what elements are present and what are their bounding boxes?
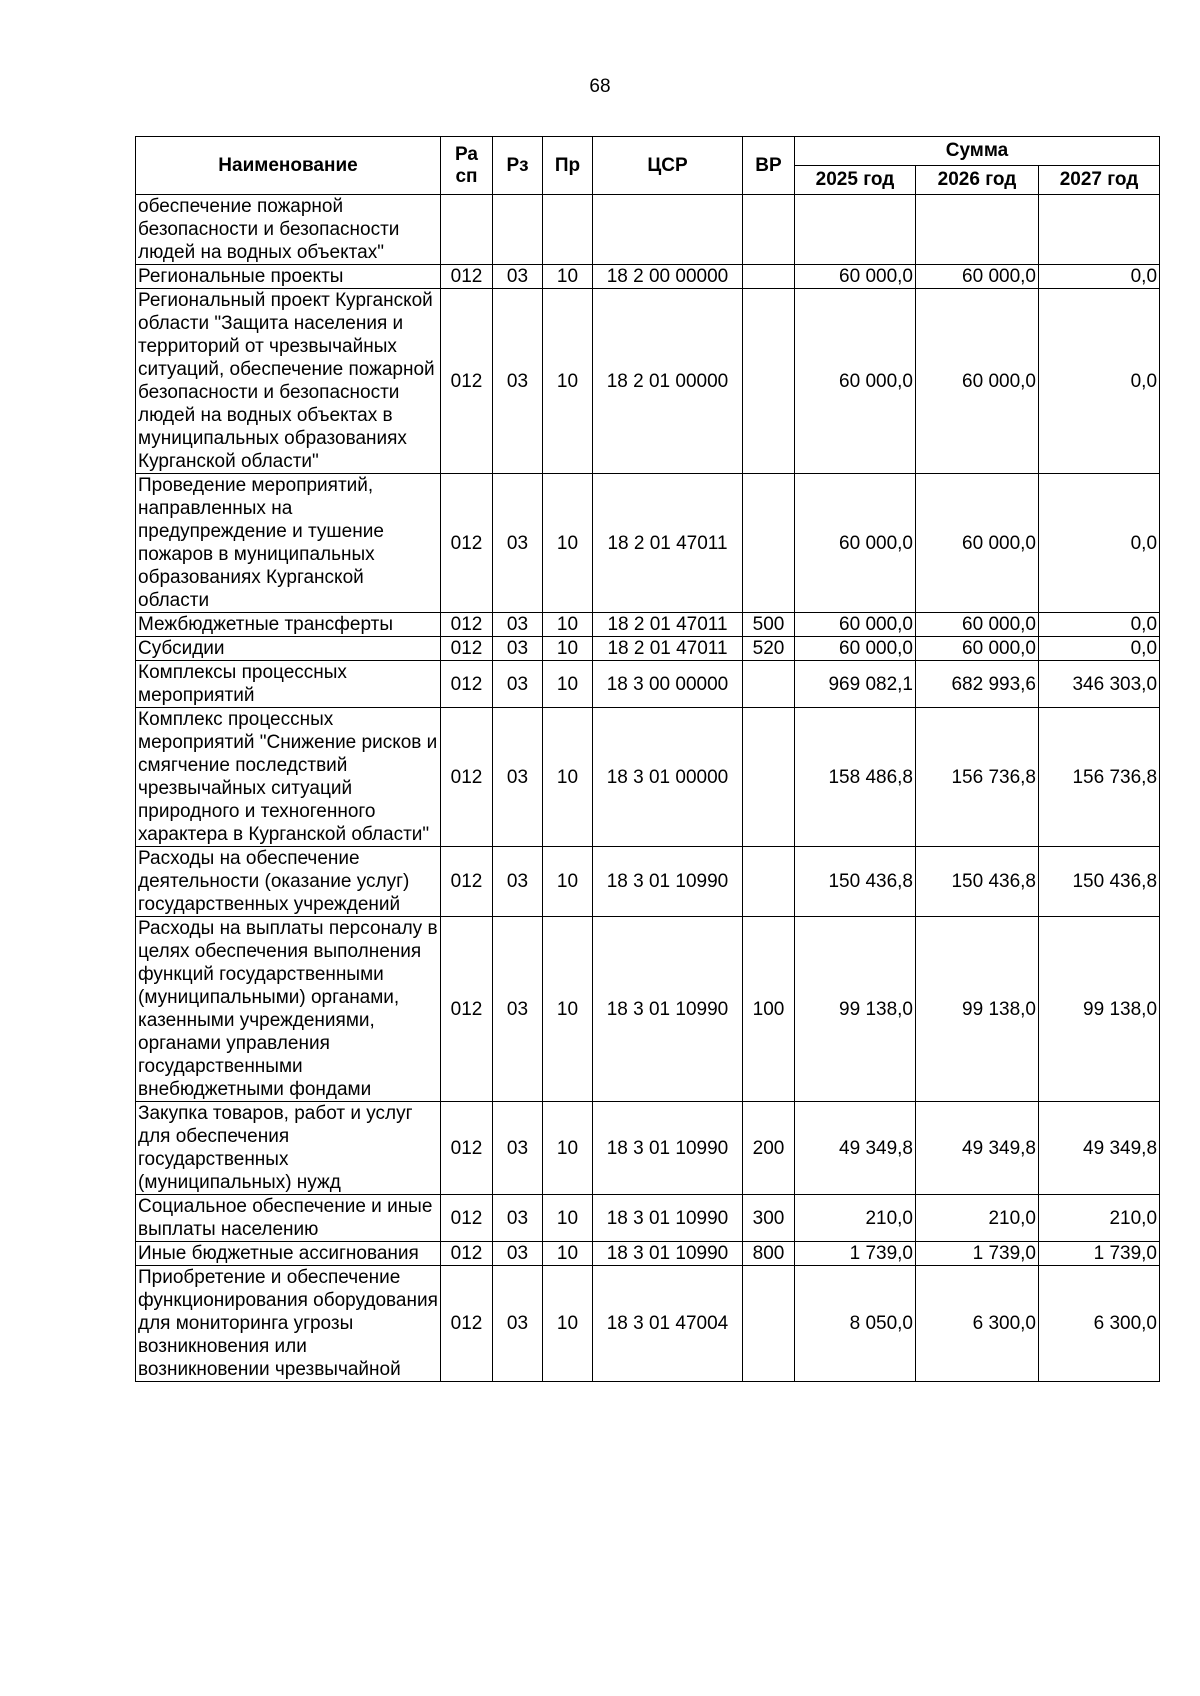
row-csr-cell: 18 3 01 10990 bbox=[593, 917, 743, 1102]
row-sum-2027-cell: 0,0 bbox=[1039, 265, 1160, 289]
row-rasp-cell: 012 bbox=[441, 289, 493, 474]
row-pr-cell: 10 bbox=[543, 708, 593, 847]
header-pr: Пр bbox=[543, 137, 593, 195]
row-sum-2027-cell: 0,0 bbox=[1039, 289, 1160, 474]
row-rz-cell: 03 bbox=[493, 917, 543, 1102]
row-vr-cell bbox=[743, 847, 795, 917]
row-vr-cell bbox=[743, 474, 795, 613]
row-csr-cell: 18 3 01 10990 bbox=[593, 1102, 743, 1195]
row-sum-2027-cell: 0,0 bbox=[1039, 474, 1160, 613]
row-pr-cell bbox=[543, 195, 593, 265]
row-sum-2027-cell: 99 138,0 bbox=[1039, 917, 1160, 1102]
row-sum-2027-cell: 210,0 bbox=[1039, 1195, 1160, 1242]
row-csr-cell: 18 2 00 00000 bbox=[593, 265, 743, 289]
row-csr-cell: 18 3 00 00000 bbox=[593, 661, 743, 708]
row-sum-2027-cell: 0,0 bbox=[1039, 637, 1160, 661]
row-pr-cell: 10 bbox=[543, 265, 593, 289]
row-sum-2027-cell: 156 736,8 bbox=[1039, 708, 1160, 847]
row-rz-cell: 03 bbox=[493, 613, 543, 637]
row-sum-2025-cell: 969 082,1 bbox=[795, 661, 916, 708]
row-sum-2026-cell: 49 349,8 bbox=[916, 1102, 1039, 1195]
row-pr-cell: 10 bbox=[543, 1102, 593, 1195]
row-sum-2026-cell: 1 739,0 bbox=[916, 1242, 1039, 1266]
row-name-cell: Региональный проект Курганской области "Защита населения и территорий от чрезвычайных ситуаций, обеспечение пожарной безопасности и безопасности людей на водных объектах в муниципальных образованиях Курганской области" bbox=[136, 289, 441, 474]
table-row bbox=[136, 265, 1160, 289]
row-vr-cell bbox=[743, 708, 795, 847]
row-vr-cell: 800 bbox=[743, 1242, 795, 1266]
row-vr-cell bbox=[743, 661, 795, 708]
row-sum-2026-cell: 60 000,0 bbox=[916, 637, 1039, 661]
row-name-cell: Субсидии bbox=[136, 637, 441, 661]
row-rz-cell: 03 bbox=[493, 708, 543, 847]
row-rz-cell: 03 bbox=[493, 847, 543, 917]
budget-table bbox=[135, 136, 1160, 1382]
row-sum-2027-cell: 150 436,8 bbox=[1039, 847, 1160, 917]
row-pr-cell: 10 bbox=[543, 637, 593, 661]
row-sum-2026-cell: 60 000,0 bbox=[916, 265, 1039, 289]
row-rasp-cell: 012 bbox=[441, 1195, 493, 1242]
row-rz-cell: 03 bbox=[493, 637, 543, 661]
row-name-cell: Комплекс процессных мероприятий "Снижение рисков и смягчение последствий чрезвычайных ситуаций природного и техногенного характера в Курганской области" bbox=[136, 708, 441, 847]
row-sum-2026-cell: 210,0 bbox=[916, 1195, 1039, 1242]
row-sum-2026-cell: 99 138,0 bbox=[916, 917, 1039, 1102]
row-sum-2026-cell: 60 000,0 bbox=[916, 613, 1039, 637]
row-sum-2025-cell: 60 000,0 bbox=[795, 265, 916, 289]
row-csr-cell: 18 2 01 47011 bbox=[593, 474, 743, 613]
row-name-cell: Социальное обеспечение и иные выплаты населению bbox=[136, 1195, 441, 1242]
row-name-cell: Межбюджетные трансферты bbox=[136, 613, 441, 637]
table-row bbox=[136, 474, 1160, 613]
row-sum-2025-cell: 60 000,0 bbox=[795, 289, 916, 474]
row-csr-cell: 18 2 01 47011 bbox=[593, 637, 743, 661]
row-sum-2025-cell: 60 000,0 bbox=[795, 637, 916, 661]
row-sum-2027-cell: 49 349,8 bbox=[1039, 1102, 1160, 1195]
table-body bbox=[136, 195, 1160, 1382]
row-rz-cell: 03 bbox=[493, 289, 543, 474]
row-sum-2025-cell: 210,0 bbox=[795, 1195, 916, 1242]
table-row bbox=[136, 917, 1160, 1102]
table-row bbox=[136, 1102, 1160, 1195]
header-rz: Рз bbox=[493, 137, 543, 195]
row-rasp-cell: 012 bbox=[441, 265, 493, 289]
row-sum-2026-cell bbox=[916, 195, 1039, 265]
row-vr-cell bbox=[743, 265, 795, 289]
row-pr-cell: 10 bbox=[543, 1242, 593, 1266]
row-csr-cell: 18 3 01 10990 bbox=[593, 847, 743, 917]
row-sum-2025-cell: 60 000,0 bbox=[795, 474, 916, 613]
row-sum-2025-cell: 1 739,0 bbox=[795, 1242, 916, 1266]
table-row bbox=[136, 708, 1160, 847]
table-row bbox=[136, 1195, 1160, 1242]
row-rz-cell: 03 bbox=[493, 1102, 543, 1195]
row-sum-2025-cell: 49 349,8 bbox=[795, 1102, 916, 1195]
row-rasp-cell: 012 bbox=[441, 1266, 493, 1382]
row-pr-cell: 10 bbox=[543, 847, 593, 917]
row-rasp-cell: 012 bbox=[441, 637, 493, 661]
row-rz-cell: 03 bbox=[493, 1266, 543, 1382]
row-name-cell: Комплексы процессных мероприятий bbox=[136, 661, 441, 708]
row-csr-cell: 18 2 01 00000 bbox=[593, 289, 743, 474]
row-csr-cell: 18 3 01 10990 bbox=[593, 1242, 743, 1266]
row-rasp-cell: 012 bbox=[441, 1242, 493, 1266]
row-sum-2027-cell: 0,0 bbox=[1039, 613, 1160, 637]
row-csr-cell bbox=[593, 195, 743, 265]
row-name-cell: Проведение мероприятий, направленных на предупреждение и тушение пожаров в муниципальных образованиях Курганской области bbox=[136, 474, 441, 613]
row-pr-cell: 10 bbox=[543, 917, 593, 1102]
row-rz-cell: 03 bbox=[493, 474, 543, 613]
row-sum-2027-cell: 6 300,0 bbox=[1039, 1266, 1160, 1382]
row-sum-2026-cell: 60 000,0 bbox=[916, 474, 1039, 613]
row-rasp-cell: 012 bbox=[441, 1102, 493, 1195]
row-rz-cell: 03 bbox=[493, 265, 543, 289]
row-name-cell: обеспечение пожарной безопасности и безопасности людей на водных объектах" bbox=[136, 195, 441, 265]
row-vr-cell: 100 bbox=[743, 917, 795, 1102]
row-vr-cell: 200 bbox=[743, 1102, 795, 1195]
header-name: Наименование bbox=[136, 137, 441, 195]
row-rasp-cell: 012 bbox=[441, 847, 493, 917]
row-pr-cell: 10 bbox=[543, 289, 593, 474]
row-vr-cell: 300 bbox=[743, 1195, 795, 1242]
row-rz-cell: 03 bbox=[493, 1242, 543, 1266]
row-sum-2027-cell: 346 303,0 bbox=[1039, 661, 1160, 708]
header-csr: ЦСР bbox=[593, 137, 743, 195]
row-rz-cell: 03 bbox=[493, 1195, 543, 1242]
row-pr-cell: 10 bbox=[543, 1266, 593, 1382]
row-csr-cell: 18 2 01 47011 bbox=[593, 613, 743, 637]
table-row bbox=[136, 847, 1160, 917]
row-pr-cell: 10 bbox=[543, 474, 593, 613]
row-rasp-cell: 012 bbox=[441, 708, 493, 847]
table-row bbox=[136, 1266, 1160, 1382]
page-number: 68 bbox=[589, 76, 611, 97]
row-sum-2027-cell: 1 739,0 bbox=[1039, 1242, 1160, 1266]
row-vr-cell: 500 bbox=[743, 613, 795, 637]
row-pr-cell: 10 bbox=[543, 613, 593, 637]
row-name-cell: Приобретение и обеспечение функционирования оборудования для мониторинга угрозы возникновения или возникновении чрезвычайной bbox=[136, 1266, 441, 1382]
row-sum-2025-cell bbox=[795, 195, 916, 265]
row-name-cell: Закупка товаров, работ и услуг для обеспечения государственных (муниципальных) нужд bbox=[136, 1102, 441, 1195]
header-vr: ВР bbox=[743, 137, 795, 195]
row-sum-2025-cell: 60 000,0 bbox=[795, 613, 916, 637]
row-rasp-cell: 012 bbox=[441, 474, 493, 613]
row-pr-cell: 10 bbox=[543, 661, 593, 708]
row-csr-cell: 18 3 01 10990 bbox=[593, 1195, 743, 1242]
row-vr-cell: 520 bbox=[743, 637, 795, 661]
row-name-cell: Расходы на обеспечение деятельности (оказание услуг) государственных учреждений bbox=[136, 847, 441, 917]
table-row bbox=[136, 195, 1160, 265]
row-csr-cell: 18 3 01 00000 bbox=[593, 708, 743, 847]
row-csr-cell: 18 3 01 47004 bbox=[593, 1266, 743, 1382]
table-row bbox=[136, 613, 1160, 637]
row-name-cell: Расходы на выплаты персоналу в целях обеспечения выполнения функций государственными (муниципальными) органами, казенными учреждениями, органами управления государственными внебюджетными фондами bbox=[136, 917, 441, 1102]
row-sum-2026-cell: 156 736,8 bbox=[916, 708, 1039, 847]
row-rz-cell bbox=[493, 195, 543, 265]
row-sum-2025-cell: 150 436,8 bbox=[795, 847, 916, 917]
row-sum-2026-cell: 60 000,0 bbox=[916, 289, 1039, 474]
row-rz-cell: 03 bbox=[493, 661, 543, 708]
table-row bbox=[136, 637, 1160, 661]
row-vr-cell bbox=[743, 1266, 795, 1382]
header-year-2027: 2027 год bbox=[1039, 166, 1160, 195]
row-sum-2025-cell: 8 050,0 bbox=[795, 1266, 916, 1382]
row-pr-cell: 10 bbox=[543, 1195, 593, 1242]
row-rasp-cell bbox=[441, 195, 493, 265]
row-sum-2025-cell: 158 486,8 bbox=[795, 708, 916, 847]
row-name-cell: Иные бюджетные ассигнования bbox=[136, 1242, 441, 1266]
table-row bbox=[136, 289, 1160, 474]
table-row bbox=[136, 1242, 1160, 1266]
row-sum-2027-cell bbox=[1039, 195, 1160, 265]
row-rasp-cell: 012 bbox=[441, 661, 493, 708]
table-row bbox=[136, 661, 1160, 708]
row-sum-2026-cell: 682 993,6 bbox=[916, 661, 1039, 708]
header-year-2026: 2026 год bbox=[916, 166, 1039, 195]
row-sum-2026-cell: 150 436,8 bbox=[916, 847, 1039, 917]
row-name-cell: Региональные проекты bbox=[136, 265, 441, 289]
header-rasp: Ра сп bbox=[441, 137, 493, 195]
header-year-2025: 2025 год bbox=[795, 166, 916, 195]
header-sum: Сумма bbox=[795, 137, 1160, 166]
row-sum-2026-cell: 6 300,0 bbox=[916, 1266, 1039, 1382]
row-sum-2025-cell: 99 138,0 bbox=[795, 917, 916, 1102]
row-rasp-cell: 012 bbox=[441, 613, 493, 637]
row-rasp-cell: 012 bbox=[441, 917, 493, 1102]
row-vr-cell bbox=[743, 195, 795, 265]
row-vr-cell bbox=[743, 289, 795, 474]
